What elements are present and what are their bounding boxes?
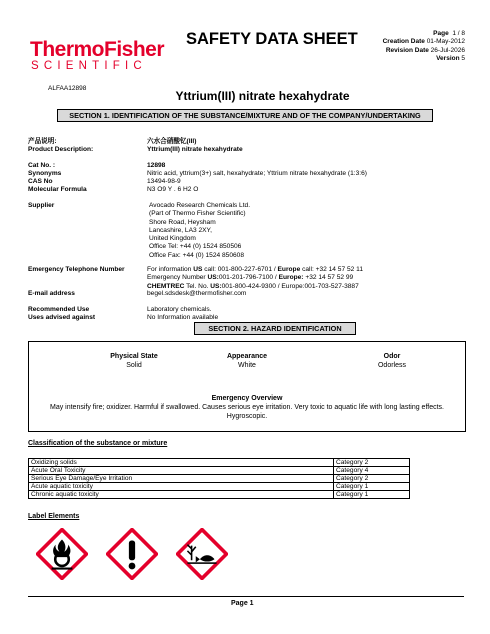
emergency-overview-label: Emergency Overview xyxy=(211,395,283,402)
version-value: 5 xyxy=(461,54,465,62)
emergency-overview-box xyxy=(28,341,466,432)
emergency-label: Emergency Telephone Number xyxy=(28,266,125,273)
revision-date-label: Revision Date xyxy=(385,46,429,54)
appearance-value: White xyxy=(238,362,256,369)
creation-date-label: Creation Date xyxy=(382,38,425,46)
footer-divider xyxy=(28,596,464,597)
emergency-line: Emergency Number US:001-201-796-7100 / Europe: +32 14 57 52 99 xyxy=(147,274,354,282)
table-row: Acute aquatic toxicity Category 1 xyxy=(29,483,410,491)
cas-value: 13494-98-9 xyxy=(147,178,181,185)
email-label: E-mail address xyxy=(28,290,75,297)
document-meta xyxy=(383,30,465,63)
emergency-line: CHEMTREC Tel. No. US:001-800-424-9300 / Europe:001-703-527-3887 xyxy=(147,282,359,290)
cat-label: Cat No. : xyxy=(28,162,56,169)
physical-state-label: Physical State xyxy=(110,353,158,360)
supplier-line: Office Fax: +44 (0) 1524 850608 xyxy=(149,251,245,259)
supplier-line: (Part of Thermo Fisher Scientific) xyxy=(149,210,246,218)
page-label: Page xyxy=(433,30,449,37)
classification-heading: Classification of the substance or mixture xyxy=(28,440,168,447)
molecular-formula-label: Molecular Formula xyxy=(28,186,87,193)
odor xyxy=(347,352,437,370)
emergency-line: For information US call: 001-800-227-6701 / Europe call: +32 14 57 52 11 xyxy=(147,266,363,273)
supplier-label: Supplier xyxy=(28,202,55,209)
page-footer: Page 1 xyxy=(231,600,254,607)
emergency-overview xyxy=(29,394,465,421)
section1-heading: SECTION 1. IDENTIFICATION OF THE SUBSTANCE/MIXTURE AND OF THE COMPANY/UNDERTAKING xyxy=(57,109,433,122)
supplier-line: Shore Road, Heysham xyxy=(149,218,216,226)
revision-date-value: 26-Jul-2026 xyxy=(430,46,465,54)
recommended-use-label: Recommended Use xyxy=(28,306,90,313)
supplier-line: United Kingdom xyxy=(149,235,196,243)
uses-advised-against-label: Uses advised against xyxy=(28,314,96,321)
supplier-line: Office Tel: +44 (0) 1524 850506 xyxy=(149,243,242,251)
creation-date-value: 01-May-2012 xyxy=(426,38,465,46)
emergency-overview-text: May intensify fire; oxidizer. Harmful if swallowed. Causes serious eye irritation. Very toxic to aquatic life with long lasting effects. xyxy=(50,404,444,411)
exclamation-mark-icon xyxy=(106,528,158,580)
version-label: Version xyxy=(436,54,460,62)
odor-label: Odor xyxy=(383,353,401,360)
supplier-address xyxy=(149,202,250,260)
label-elements-heading: Label Elements xyxy=(28,513,80,520)
uses-advised-against-value: No Information available xyxy=(147,314,219,321)
supplier-line: Lancashire, LA3 2XY, xyxy=(149,226,212,234)
emergency-numbers xyxy=(147,266,363,291)
logo-text: ThermoFisher xyxy=(30,38,165,61)
physical-state-value: Solid xyxy=(126,362,142,369)
section2-heading: SECTION 2. HAZARD IDENTIFICATION xyxy=(194,322,356,335)
product-desc-value: Yttrium(III) nitrate hexahydrate xyxy=(147,146,243,153)
product-title: Yttrium(III) nitrate hexahydrate xyxy=(175,89,350,103)
odor-value: Odorless xyxy=(377,362,406,369)
table-row: Acute Oral Toxicity Category 4 xyxy=(29,467,410,475)
cn-value: 六水合硝酸钇(III) xyxy=(147,138,197,145)
logo-subtext: SCIENTIFIC xyxy=(31,60,147,72)
email-value[interactable]: begel.sdsdesk@thermofisher.com xyxy=(147,290,247,297)
emergency-overview-text-2: Hygroscopic. xyxy=(226,413,268,420)
synonyms-label: Synonyms xyxy=(28,170,62,177)
synonyms-value: Nitric acid, yttrium(3+) salt, hexahydrate; Yttrium nitrate hexahydrate (1:3:6) xyxy=(147,170,367,177)
molecular-formula-value: N3 O9 Y . 6 H2 O xyxy=(147,186,199,193)
table-row: Chronic aquatic toxicity Category 1 xyxy=(29,491,410,499)
table-row: Oxidizing solids Category 2 xyxy=(29,459,410,467)
flame-over-circle-icon xyxy=(36,528,88,580)
supplier-line: Avocado Research Chemicals Ltd. xyxy=(149,202,251,209)
environment-icon xyxy=(176,528,228,580)
cat-value: 12898 xyxy=(147,162,166,169)
appearance xyxy=(202,352,292,370)
table-row: Serious Eye Damage/Eye Irritation Category 2 xyxy=(29,475,410,483)
company-logo xyxy=(30,38,164,62)
cas-label: CAS No xyxy=(28,178,53,185)
recommended-use-value: Laboratory chemicals. xyxy=(147,306,212,313)
classification-table xyxy=(28,458,410,499)
document-title: SAFETY DATA SHEET xyxy=(186,30,358,48)
physical-state xyxy=(89,352,179,370)
appearance-label: Appearance xyxy=(226,353,268,360)
page-value: 1 / 8 xyxy=(452,30,465,37)
cn-label: 产品说明: xyxy=(28,138,57,145)
document-id: ALFAA12898 xyxy=(48,85,87,92)
product-desc-label: Product Description: xyxy=(28,146,94,153)
